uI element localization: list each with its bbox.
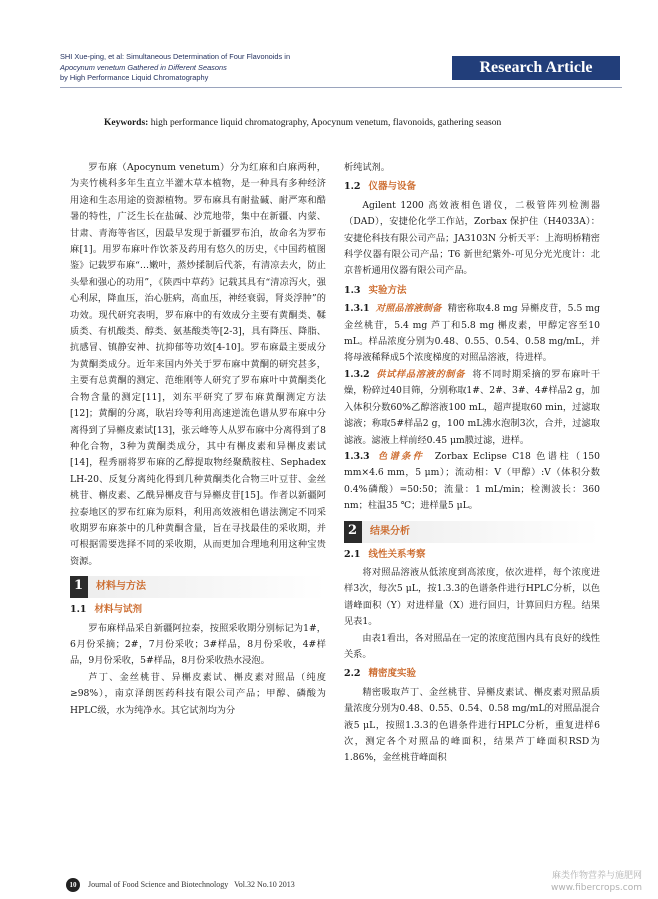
subsection-number: 2.1 — [344, 548, 361, 560]
journal-volume: Vol.32 No.10 2013 — [234, 879, 295, 889]
header-divider — [60, 87, 622, 88]
paragraph: 罗布麻样品采自新疆阿拉泰，按照采收期分别标记为1#，6月份采摘；2#，7月份采收；3#样品，8月份采收，4#样品，9月份采收，5#样品，8月份采收热水浸泡。 — [70, 622, 326, 667]
paragraph: 芦丁、金丝桃苷、异槲皮素试、槲皮素对照品（纯度≥98%），南京泽朗医药科技有限公司产品；甲醇、磷酸为HPLC级，水为纯净水。其它试剂均为分 — [70, 671, 326, 716]
subsection-title: 仪器与设备 — [368, 181, 417, 193]
paragraph: 析纯试剂。 — [344, 162, 390, 173]
subsection-heading-2-1 — [344, 547, 600, 563]
paragraph: Agilent 1200 高效液相色谱仪，二极管阵列检测器（DAD），安捷伦化学工作站，Zorbax 保护住（H4033A）：安捷伦科技有限公司产品；JA3103N 分析天平：上海明桥精密科学仪器有限公司产品；T6 新世纪紫外-可见分光光度计：北京普析通用仪器有限公司产品。 — [344, 199, 600, 277]
subsubsection-title: 对照品溶液制备 — [375, 303, 442, 315]
running-header-line2: Apocynum venetum Gathered in Different Seasons — [60, 62, 227, 72]
section-number: 2 — [348, 522, 358, 538]
subsection-heading-1-1 — [70, 602, 326, 618]
keywords-label: Keywords: — [104, 118, 149, 128]
subsection-number: 1.1 — [70, 604, 87, 616]
page-footer — [66, 878, 295, 892]
subsubsection-title: 供试样品溶液的制备 — [375, 368, 466, 380]
journal-name: Journal of Food Science and Biotechnology — [88, 879, 229, 889]
paragraph-1-3-1 — [344, 301, 600, 367]
subsection-title: 精密度实验 — [368, 668, 417, 680]
paragraph: 将对照品溶液从低浓度到高浓度，依次进样，每个浓度进样3次，每次5 μL，按1.3.3的色谱条件进行HPLC分析，以色谱峰面积（Y）对进样量（X）进行回归，计算回归方程。结果见表1。 — [344, 566, 600, 628]
subsubsection-heading — [344, 369, 465, 380]
paragraph-1-3-3 — [344, 449, 600, 515]
subsubsection-heading — [344, 451, 424, 462]
paragraph-1-3-2 — [344, 367, 600, 449]
section-number: 1 — [74, 578, 84, 594]
subsubsection-number: 1.3.1 — [344, 303, 370, 315]
subsubsection-number: 1.3.2 — [344, 368, 370, 380]
subsection-title: 实验方法 — [368, 284, 407, 296]
running-header-line1: SHI Xue-ping, et al: Simultaneous Determination of Four Flavonoids in — [60, 52, 291, 61]
watermark — [532, 870, 642, 894]
intro-paragraph: 罗布麻（Apocynum venetum）分为红麻和白麻两种，为夹竹桃科多年生直立半灌木草本植物，是一种具有多种经济用途和生态用途的资源植物。罗布麻具有耐盐碱、耐严寒和酷暑的特性，广泛生长在盐碱、沙荒地带，集中在新疆、内蒙、甘肃、青海等省区，因最早发现于新疆罗布泊，故命名为罗布麻[1]。用罗布麻叶作饮茶及药用有悠久的历史，《中国药植图鉴》记载罗布麻“…嫩叶，蒸炒揉制后代茶，有清凉去火，防止头晕和强心的功用”，《陕西中草药》记载其具有“清凉泻火，强心利尿，降血压，治心脏病，高血压，神经衰弱，肾炎浮肿”的功效。现代研究表明，罗布麻中的有效成分主要有黄酮类、鞣质类、有机酸类、醇类、氨基酸类等[2-3]，具有降压、降脂、抗感冒、镇静安神、抗抑郁等功效[4-10]。罗布麻最主要成分为黄酮类成分。近年来国内外关于罗布麻中黄酮的研究甚多，主要有总黄酮的测定、范维刚等人研究了罗布麻叶中黄酮类化合物含量的测定[11]，刘东平研究了罗布麻黄酮测定方法[12]；黄酮的分离，耿岩玲等利用高速逆流色谱从罗布麻中分离得到了异槲皮素试[13]，张云峰等人从罗布麻中分离得到了8种化合物，3种为黄酮类成分，其中有槲皮素和异槲皮素试[14]，程秀丽将罗布麻的乙醇提取物经聚酰胺柱、Sephadex LH-20、反复分离纯化得到几种黄酮类化合物三叶豆苷、金丝桃苷、槲皮素、乙酰异槲皮苷与异槲皮苷[15]。作者以新疆阿拉泰地区的罗布红麻为原料，利用高效液相色谱法测定不同采收期罗布麻茶中的几种黄酮含量，旨在寻找最佳的采收期，并可根据需要选择不同的采收期，从而更加合理地利用这种宝贵资源。 — [70, 162, 326, 567]
page-number: 10 — [66, 878, 80, 892]
running-header — [60, 52, 440, 84]
paragraph: 精密吸取芦丁、金丝桃苷、异槲皮素试、槲皮素对照品质量浓度分别为0.48、0.55、0.54、0.58 mg/mL的对照品混合液5 μL，按照1.3.3的色谱条件进行HPLC分析，重复进样6次，测定各个对照品的峰面积，结果芦丁峰面积RSD为1.86%，金丝桃苷峰面积 — [344, 686, 600, 764]
section-heading-1 — [70, 576, 326, 598]
paragraph: 由表1看出，各对照品在一定的浓度范围内具有良好的线性关系。 — [344, 632, 600, 660]
running-header-line3: by High Performance Liquid Chromatography — [60, 73, 209, 82]
section-title: 结果分析 — [370, 525, 410, 537]
subsection-heading-2-2 — [344, 666, 600, 682]
subsection-heading-1-3 — [344, 283, 600, 299]
paragraph-text: Zorbax Eclipse C18 色谱柱（150 mm×4.6 mm，5 μm）；流动相：V（甲醇）:V（体积分数0.4%磷酸）=50:50；流量：1 mL/min；检测波长：360 nm；柱温35 ℃；进样量5 μL。 — [344, 450, 601, 512]
subsubsection-title: 色谱条件 — [375, 450, 425, 462]
subsection-number: 2.2 — [344, 668, 361, 680]
subsection-number: 1.2 — [344, 181, 361, 193]
article-type-badge: Research Article — [452, 56, 620, 80]
right-column — [344, 160, 600, 767]
subsubsection-number: 1.3.3 — [344, 450, 370, 462]
section-title: 材料与方法 — [96, 581, 146, 593]
subsection-title: 线性关系考察 — [368, 548, 426, 560]
watermark-cn: 麻类作物营养与施肥网 — [551, 871, 642, 881]
subsection-number: 1.3 — [344, 284, 361, 296]
left-column — [70, 160, 326, 719]
keywords-text: high performance liquid chromatography, Apocynum venetum, flavonoids, gathering season — [148, 118, 502, 128]
watermark-url: www.fibercrops.com — [551, 883, 642, 893]
paragraph-text: 精密称取4.8 mg 异槲皮苷，5.5 mg 金丝桃苷，5.4 mg 芦丁和5.8 mg 槲皮素，甲醇定容至10 mL。样品浓度分别为0.48、0.55、0.54、0.58 mg/mL，并将母液稀释成5个浓度梯度的对照品溶液，待进样。 — [344, 303, 601, 364]
paragraph-text: 将不同时期采摘的罗布麻叶干燥，粉碎过40目筛，分别称取1#、2#、3#、4#样品2 g，加入体积分数60%乙醇溶液100 mL，超声提取60 min，过滤取滤液；称取5#样品2 g，100 mL沸水泡制3次，合并，过滤取滤液。滤液上样前经0.45 μm膜过滤，进样。 — [344, 368, 601, 446]
subsubsection-heading — [344, 303, 442, 314]
section-heading-2 — [344, 521, 600, 543]
subsection-title: 材料与试剂 — [94, 604, 143, 616]
subsection-heading-1-2 — [344, 179, 600, 195]
keywords — [104, 118, 624, 128]
